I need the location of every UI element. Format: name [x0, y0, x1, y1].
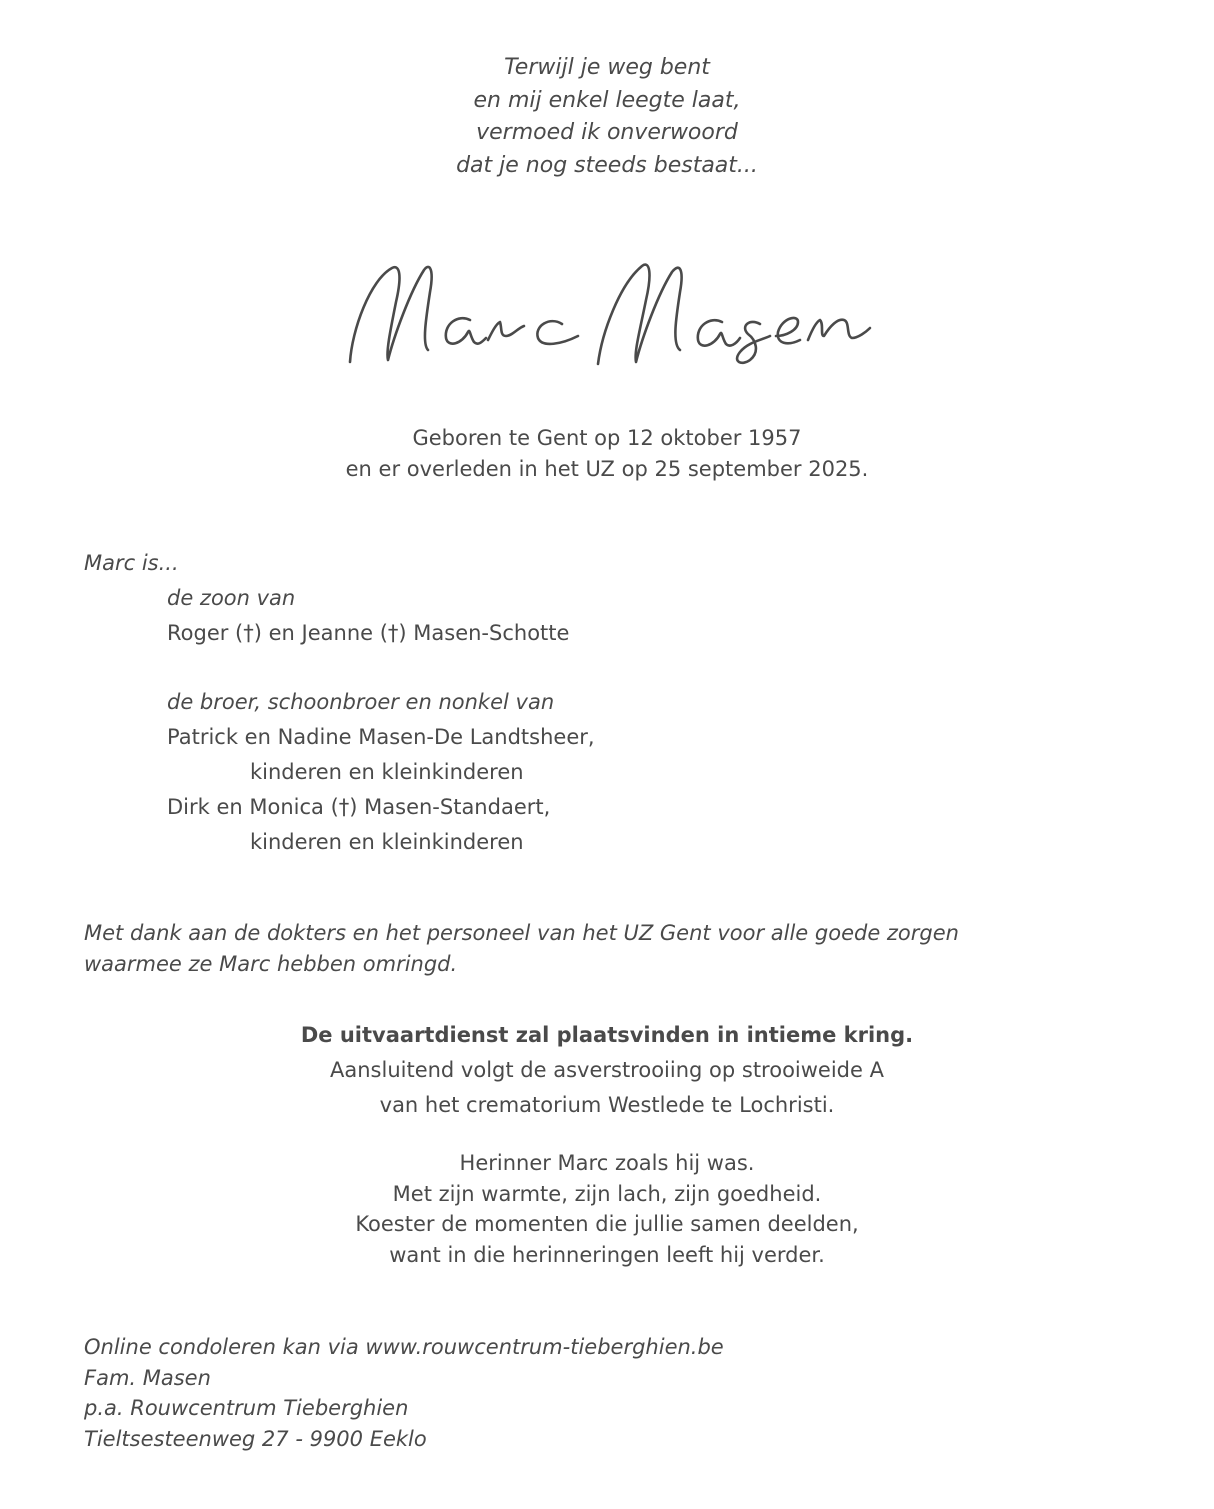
condolences-line: Online condoleren kan via www.rouwcentrum-tieberghien.be	[84, 1335, 724, 1359]
family-name: Fam. Masen	[84, 1365, 211, 1390]
poem	[0, 52, 1214, 182]
funeral-service	[0, 1018, 1214, 1123]
deceased-name-signature	[330, 240, 890, 390]
sibling-label: de broer, schoonbroer en nonkel van	[167, 690, 555, 714]
poem-line: dat je nog steeds bestaat...	[456, 152, 758, 178]
remember-text	[0, 1148, 1214, 1270]
service-line: Aansluitend volgt de asverstrooiing op strooiweide A	[330, 1058, 884, 1082]
sibling-1-children: kinderen en kleinkinderen	[250, 760, 524, 784]
address: Tieltsesteenweg 27 - 9900 Eeklo	[84, 1426, 427, 1451]
sibling-2: Dirk en Monica (†) Masen-Standaert,	[167, 795, 551, 819]
service-title: De uitvaartdienst zal plaatsvinden in intieme kring.	[300, 1023, 914, 1047]
relations-intro: Marc is...	[84, 551, 179, 575]
signature-drawing	[330, 240, 890, 390]
died-line: en er overleden in het UZ op 25 september 2025.	[345, 457, 869, 481]
parents: Roger (†) en Jeanne (†) Masen-Schotte	[167, 621, 570, 645]
thanks-line: waarmee ze Marc hebben omringd.	[84, 952, 458, 976]
thanks-line: Met dank aan de dokters en het personeel van het UZ Gent voor alle goede zorgen	[84, 921, 959, 945]
poem-line: en mij enkel leegte laat,	[473, 87, 741, 113]
thanks-note	[84, 918, 1084, 980]
remember-line: Met zijn warmte, zijn lach, zijn goedheid.	[392, 1181, 822, 1206]
birth-death-info	[0, 423, 1214, 485]
remember-line: Koester de momenten die jullie samen deelden,	[355, 1212, 859, 1236]
care-of: p.a. Rouwcentrum Tieberghien	[84, 1396, 409, 1420]
service-line: van het crematorium Westlede te Lochristi.	[379, 1093, 835, 1117]
poem-line: vermoed ik onverwoord	[476, 120, 738, 145]
remember-line: want in die herinneringen leeft hij verder.	[389, 1242, 825, 1267]
poem-line: Terwijl je weg bent	[504, 55, 710, 80]
sibling-2-children: kinderen en kleinkinderen	[250, 830, 524, 854]
son-of-label: de zoon van	[167, 586, 296, 610]
remember-line: Herinner Marc zoals hij was.	[459, 1151, 755, 1175]
footer-contact	[84, 1332, 724, 1454]
sibling-1: Patrick en Nadine Masen-De Landtsheer,	[167, 725, 595, 749]
born-line: Geboren te Gent op 12 oktober 1957	[412, 426, 802, 450]
